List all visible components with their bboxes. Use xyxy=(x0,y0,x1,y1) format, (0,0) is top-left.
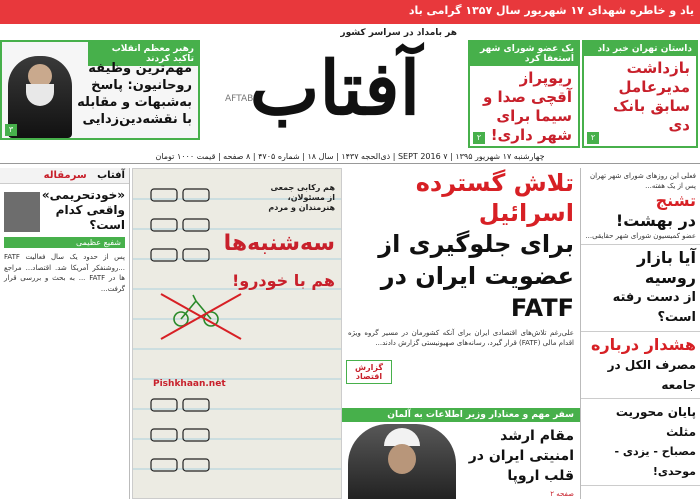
newspaper-logo: آفتاب xyxy=(249,46,421,132)
main-headline-line-3: عضویت ایران در FATF xyxy=(380,262,574,322)
teaser-right-num: ۲ xyxy=(587,132,599,144)
teaser-middle-num: ۲ xyxy=(473,132,485,144)
main-lead: علی‌رغم تلاش‌های اقتصادی ایران برای آنکه کشورمان در مسیر گروه ویژه اقدام مالی (FATF) قرار گیرد، رسانه‌های صهیونیستی گزارش دادند... xyxy=(348,329,574,347)
editorial-header xyxy=(0,168,129,184)
right-story-3-title-2: مصرف الکل در جامعه xyxy=(607,358,696,392)
cartoon-title: سه‌شنبه‌ها xyxy=(223,231,335,256)
notebook-sketch xyxy=(132,169,341,499)
main-story[interactable] xyxy=(342,168,580,499)
main-headline-line-2: برای جلوگیری از xyxy=(378,230,574,258)
minister-photo xyxy=(348,424,456,499)
watermark: Pishkhaan.net xyxy=(153,379,226,389)
dateline: چهارشنبه ۱۷ شهریور ۱۳۹۵ | ۷ SEPT 2016 | ذی‌الحجه ۱۴۳۷ | سال ۱۸ | شماره ۴۷۰۵ | ۸ صفحه | قیمت ۱۰۰۰ تومان xyxy=(0,150,700,164)
left-promo-box[interactable] xyxy=(0,40,200,140)
right-story-3[interactable] xyxy=(581,332,700,399)
right-story-3-title: هشدار درباره xyxy=(591,335,696,354)
promo-kicker: رهبر معظم انقلاب تاکید کردند xyxy=(88,42,198,66)
editorial-column xyxy=(0,168,130,499)
editorial-section-2: سرمقاله xyxy=(43,170,87,181)
right-story-2[interactable] xyxy=(581,245,700,332)
right-story-4-title: پایان محوریت مثلث xyxy=(615,405,696,439)
cartoon-image[interactable] xyxy=(132,168,342,499)
cartoon-title-2: هم با خودرو! xyxy=(231,271,335,290)
teaser-box-middle[interactable] xyxy=(468,40,580,148)
newspaper-logo-latin: AFTAB xyxy=(225,94,254,104)
teaser-right-text: بازداشت مدیرعامل سابق بانک دی xyxy=(612,59,690,134)
right-story-1-intro: فعلی این روزهای شورای شهر تهران پس از یک هفته... xyxy=(589,172,696,190)
secondary-banner: سفر مهم و معنادار وزیر اطلاعات به آلمان xyxy=(342,408,580,422)
leader-portrait xyxy=(8,56,72,138)
top-memorial-bar xyxy=(0,0,700,24)
editorial-author: شفیع عظیمی xyxy=(4,237,125,248)
right-story-4[interactable] xyxy=(581,399,700,486)
main-headline-red: تلاش گسترده اسرائیل xyxy=(415,169,574,227)
promo-headline: مهم‌ترین وظیفه روحانیون: پاسخ به‌شبهات و مقابله با نقشه‌دین‌زدایی xyxy=(77,61,192,127)
cartoon-note: هم رکابی جمعی از مسئولان، هنرمندان و مردم xyxy=(268,183,335,212)
page-reference: صفحه ۲ xyxy=(550,490,574,498)
teaser-middle-kicker: یک عضو شورای شهر استعفا کرد xyxy=(470,42,578,66)
right-story-1-body: عضو کمیسیون شورای شهر حقایقی... xyxy=(585,232,696,240)
masthead-subtitle: هر بامداد در سراسر کشور xyxy=(340,28,457,38)
right-story-1-title: تشنج xyxy=(655,191,696,210)
right-story-1[interactable] xyxy=(581,168,700,245)
right-story-1-title-2: در بهشت! xyxy=(615,211,696,230)
memorial-text: یاد و خاطره شهدای ۱۷ شهریور سال ۱۳۵۷ گرامی باد xyxy=(408,4,694,17)
report-tag: گزارش اقتصاد xyxy=(346,360,392,384)
promo-page-num: ۳ xyxy=(5,124,17,136)
right-story-2-title: آیا بازار روسیه xyxy=(637,248,696,287)
masthead xyxy=(205,24,465,164)
teaser-box-right[interactable] xyxy=(582,40,698,148)
author-photo xyxy=(4,192,40,232)
editorial-body: پس از حدود یک سال فعالیت FATF ...روشنفکر آمریکا شد. اقتصاد... مراجع ها در FATF ... به بحث و بررسی قرار گرفت... xyxy=(4,253,125,293)
editorial-title[interactable]: «خودتحریمی» واقعی کدام است؟ xyxy=(41,188,125,232)
right-story-2-title-2: از دست رفته است؟ xyxy=(612,290,696,325)
secondary-headline[interactable]: مقام ارشد امنیتی ایران در قلب اروپا xyxy=(468,428,574,484)
editorial-section: آفتاب xyxy=(97,170,125,181)
right-story-4-title-2: مصباح - یزدی - موحدی! xyxy=(614,445,696,478)
teaser-middle-text: ریوپراز آقچی صدا و سیما برای شهر داری! xyxy=(482,69,572,144)
right-column xyxy=(580,168,700,499)
teaser-right-kicker: داستان تهران خبر داد xyxy=(584,42,696,56)
